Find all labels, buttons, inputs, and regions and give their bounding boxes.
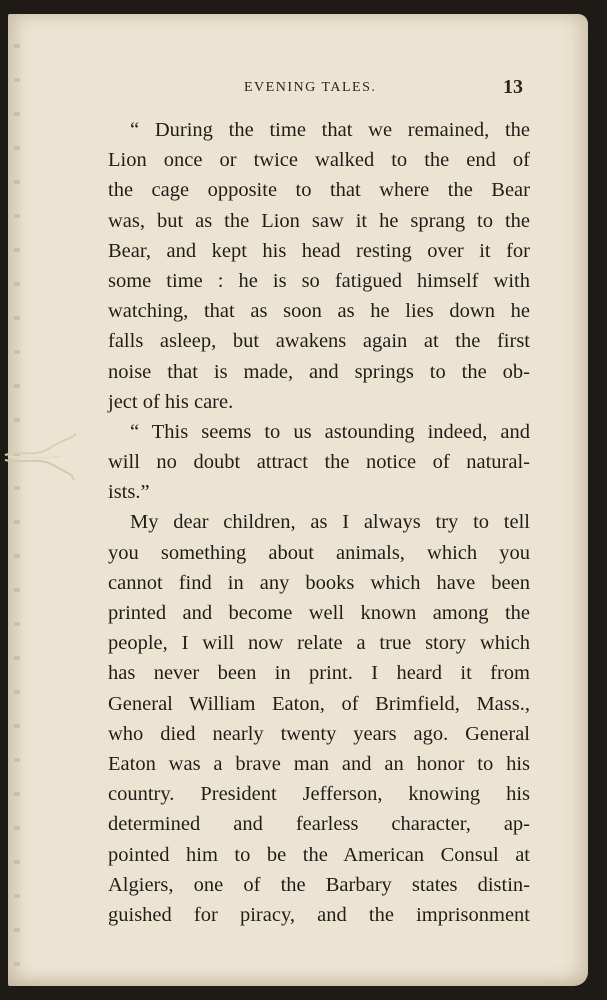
text-line: “ This seems to us astounding indeed, and bbox=[130, 420, 530, 443]
text-line: ject of his care. bbox=[108, 390, 234, 413]
text-line: you something about animals, which you bbox=[108, 541, 530, 564]
text-line: noise that is made, and springs to the ob- bbox=[108, 360, 530, 383]
text-line: will no doubt attract the notice of natural- bbox=[108, 451, 530, 474]
body-text bbox=[108, 115, 530, 930]
text-line: “ During the time that we remained, the bbox=[130, 119, 530, 141]
text-line: Bear, and kept his head resting over it for bbox=[108, 239, 530, 262]
text-line: falls asleep, but awakens again at the first bbox=[108, 330, 530, 353]
text-line: cannot find in any books which have been bbox=[108, 571, 530, 594]
text-line: Algiers, one of the Barbary states distin- bbox=[108, 873, 530, 896]
text-line: Eaton was a brave man and an honor to his bbox=[108, 752, 530, 775]
text-line: Lion once or twice walked to the end of bbox=[108, 149, 530, 172]
text-line: guished for piracy, and the imprisonment bbox=[108, 903, 530, 926]
text-line: watching, that as soon as he lies down he bbox=[108, 300, 530, 323]
text-line: who died nearly twenty years ago. General bbox=[108, 722, 530, 745]
text-line: printed and become well known among the bbox=[108, 602, 530, 624]
text-line: was, but as the Lion saw it he sprang to the bbox=[108, 209, 530, 232]
text-line: My dear children, as I always try to tell bbox=[130, 511, 530, 534]
text-line: country. President Jefferson, knowing his bbox=[108, 783, 530, 806]
text-line: pointed him to be the American Consul at bbox=[108, 843, 530, 866]
text-line: has never been in print. I heard it from bbox=[108, 662, 530, 685]
page-header bbox=[0, 78, 607, 102]
text-line: General William Eaton, of Brimfield, Mass., bbox=[108, 692, 530, 715]
text-line: people, I will now relate a true story which bbox=[108, 632, 530, 655]
text-line: determined and fearless character, ap- bbox=[108, 813, 530, 836]
running-head: EVENING TALES. bbox=[244, 80, 377, 95]
binding-thread-icon bbox=[0, 420, 80, 490]
text-line: the cage opposite to that where the Bear bbox=[108, 179, 530, 202]
text-line: ists.” bbox=[108, 481, 150, 504]
page-number: 13 bbox=[503, 76, 523, 98]
text-line: some time : he is so fatigued himself with bbox=[108, 269, 530, 292]
